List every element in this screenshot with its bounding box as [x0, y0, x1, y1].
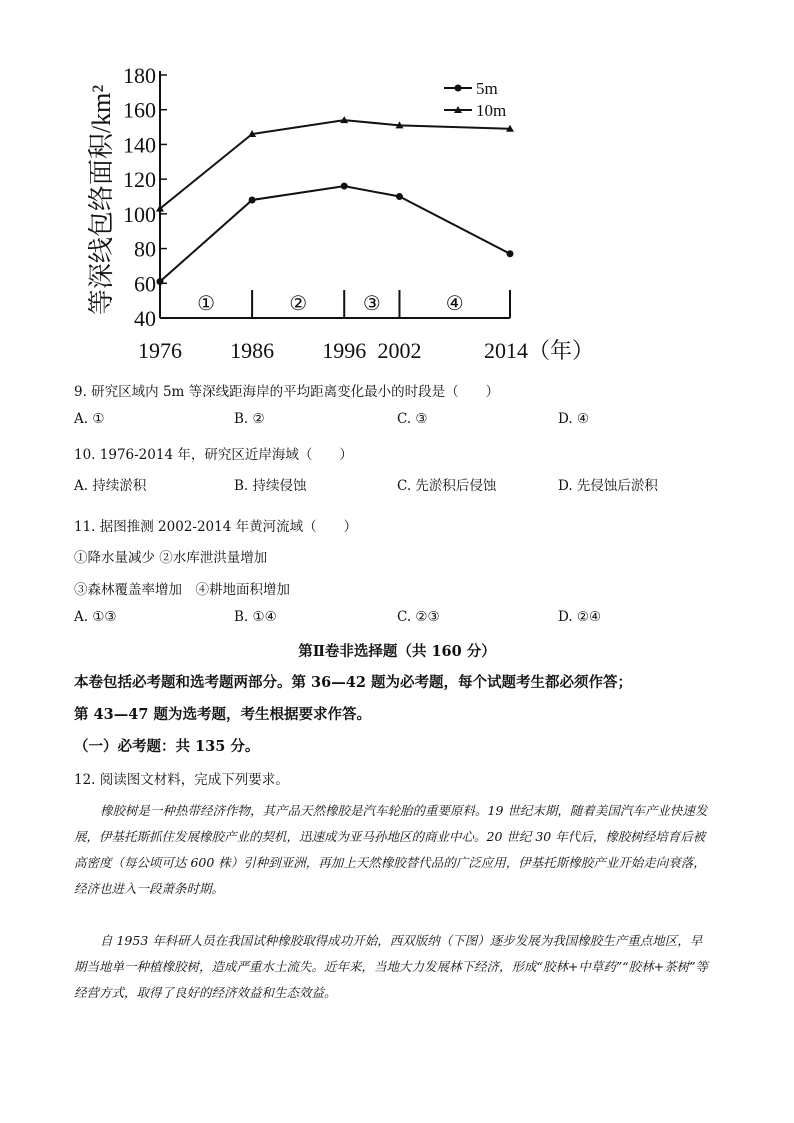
- period-label: ②: [289, 293, 308, 315]
- q12-paragraph-2: 自 1953 年科研人员在我国试种橡胶取得成功开始，西双版纳（下图）逐步发展为我国橡胶生产重点地区，早期当地单一种植橡胶树，造成严重水土流失。近年来，当地大力发展林下经济，形成“胶林+中草药”“胶林+茶树”等经营方式，取得了良好的经济效益和生态效益。: [74, 933, 709, 1000]
- area-line-chart: [0, 0, 794, 370]
- y-axis-title: [87, 85, 116, 315]
- data-point-5m: [341, 183, 348, 190]
- data-point-5m: [249, 196, 256, 203]
- x-tick-label: 2002: [377, 338, 422, 363]
- question-12-stem: 12. 阅读图文材料，完成下列要求。: [74, 772, 289, 788]
- q11-option-d[interactable]: D. ②④: [558, 609, 602, 625]
- x-tick-label: 1976: [138, 338, 182, 363]
- question-11-stem: 11. 据图推测 2002-2014 年黄河流域（ ）: [74, 519, 358, 535]
- period-label: ④: [445, 293, 464, 315]
- series-line-10m: [160, 120, 510, 209]
- y-tick-label: 180: [123, 63, 156, 88]
- y-tick-label: 140: [123, 132, 156, 158]
- q10-option-d[interactable]: D. 先侵蚀后淤积: [558, 478, 658, 494]
- y-tick-label: 60: [134, 271, 156, 297]
- series-line-5m: [160, 186, 510, 281]
- q11-option-b[interactable]: B. ①④: [234, 609, 277, 625]
- question-9-stem: 9. 研究区域内 5m 等深线距海岸的平均距离变化最小的时段是（ ）: [74, 384, 500, 400]
- y-tick-label: 100: [123, 201, 156, 227]
- y-tick-label: 160: [123, 97, 156, 123]
- data-point-5m: [396, 193, 403, 200]
- q12-paragraph-1: 橡胶树是一种热带经济作物，其产品天然橡胶是汽车轮胎的重要原料。19 世纪末期，随着美国汽车产业快速发展，伊基托斯抓住发展橡胶产业的契机，迅速成为亚马孙地区的商业中心。20 世纪 30 年代后，橡胶树经培育后被高密度（每公顷可达 600 株）引种到亚洲，再加上天然橡胶替代品的广泛应用，伊基托斯橡胶产业开始走向衰落，经济也进入一段萧条时期。: [74, 803, 708, 896]
- q9-option-c[interactable]: C. ③: [397, 411, 428, 427]
- q9-option-d[interactable]: D. ④: [558, 411, 590, 427]
- chart-series: [156, 116, 514, 285]
- q10-option-a[interactable]: A. 持续淤积: [74, 478, 147, 494]
- legend-marker-5m: [455, 85, 462, 92]
- chart-legend: [444, 79, 506, 120]
- question-10-stem: 10. 1976-2014 年，研究区近岸海域（ ）: [74, 447, 353, 463]
- period-label: ①: [197, 293, 216, 315]
- y-tick-label: 120: [123, 167, 156, 193]
- period-label: ③: [362, 293, 381, 315]
- q11-choice-line-1: ①降水量减少 ②水库泄洪量增加: [74, 550, 268, 566]
- period-markers: [197, 290, 510, 318]
- data-point-5m: [157, 278, 164, 285]
- legend-label-10m: 10m: [476, 101, 507, 120]
- x-tick-label: 1996: [322, 338, 367, 363]
- part-heading: （一）必考题：共 135 分。: [74, 738, 260, 755]
- x-tick-label: 1986: [230, 338, 275, 363]
- y-tick-label: 40: [134, 306, 156, 331]
- legend-label-5m: 5m: [476, 79, 498, 98]
- q9-option-a[interactable]: A. ①: [74, 411, 105, 427]
- y-tick-label: 80: [134, 236, 156, 262]
- data-point-5m: [507, 250, 514, 257]
- y-axis-label: 等深线包络面积/km²: [87, 84, 116, 316]
- q9-option-b[interactable]: B. ②: [234, 411, 265, 427]
- q10-option-b[interactable]: B. 持续侵蚀: [234, 478, 307, 494]
- q11-choice-line-2: ③森林覆盖率增加 ④耕地面积增加: [74, 582, 290, 598]
- section-intro-line-1: 本卷包括必考题和选考题两部分。第 36—42 题为必考题，每个试题考生都必须作答；: [74, 674, 632, 691]
- q11-option-c[interactable]: C. ②③: [397, 609, 440, 625]
- q10-option-c[interactable]: C. 先淤积后侵蚀: [397, 478, 497, 494]
- section-intro-line-2: 第 43—47 题为选考题，考生根据要求作答。: [74, 706, 371, 723]
- x-tick-label: 2014（年）: [484, 338, 595, 363]
- section-title: 第Ⅱ卷非选择题（共 160 分）: [298, 643, 496, 660]
- q11-option-a[interactable]: A. ①③: [74, 609, 117, 625]
